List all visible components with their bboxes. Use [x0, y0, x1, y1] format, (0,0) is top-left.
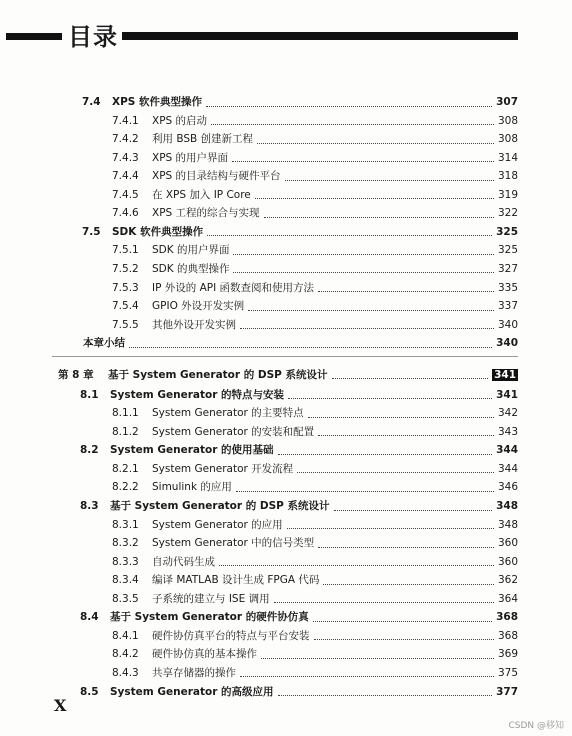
- toc-entry-title: IP 外设的 API 函数查阅和使用方法: [152, 281, 315, 294]
- toc-entry-number: 7.5.5: [112, 318, 139, 331]
- toc-entry: [112, 297, 518, 315]
- toc-entry: [112, 279, 518, 297]
- toc-entry-number: 7.4.1: [112, 114, 139, 127]
- toc-leader-dots: [207, 223, 492, 236]
- toc-entry-number: 7.5.3: [112, 281, 139, 294]
- toc-entry: [112, 627, 518, 645]
- toc-entry-page: 343: [497, 425, 518, 438]
- toc-entry-page: 341: [496, 388, 518, 401]
- toc-entry-number: 8.3.1: [112, 518, 139, 531]
- toc-entry-number: 8.3: [80, 500, 99, 512]
- toc-entry-page: 340: [497, 318, 518, 331]
- toc-leader-dots: [219, 553, 494, 566]
- toc-entry-number: 8.3.5: [112, 592, 139, 605]
- toc-entry-number: 7.4.2: [112, 133, 139, 146]
- toc-entry-number: 7.4: [82, 96, 101, 108]
- toc-leader-dots: [314, 627, 494, 640]
- chapter-page-highlight: 341: [494, 368, 516, 381]
- toc-entry-number: 8.1.1: [112, 407, 139, 420]
- toc-entry-number: 8.4.3: [112, 666, 139, 679]
- toc-leader-dots: [287, 516, 494, 529]
- toc-entry: [112, 571, 518, 589]
- toc-entry-title: 硬件协仿真平台的特点与平台安装: [152, 629, 310, 642]
- toc-entry-title: 本章小结: [83, 337, 125, 350]
- toc-entry: [82, 223, 518, 241]
- toc-leader-dots: [278, 442, 493, 455]
- toc-entry-page: 346: [497, 481, 518, 494]
- toc-entry-page: 307: [496, 96, 518, 108]
- toc-leader-dots: [318, 423, 494, 436]
- toc-entry-title: 编译 MATLAB 设计生成 FPGA 代码: [152, 574, 320, 587]
- toc-entry: [80, 497, 518, 515]
- toc-leader-dots: [240, 664, 494, 677]
- toc-entry-title: SDK 软件典型操作: [112, 225, 204, 238]
- toc-entry-title: System Generator 的特点与安装: [110, 388, 285, 401]
- toc-entry-title: 自动代码生成: [152, 555, 215, 568]
- toc-leader-dots: [264, 205, 494, 218]
- toc-entry-page: 325: [497, 244, 518, 257]
- toc-leader-dots: [297, 460, 494, 473]
- toc-entry-title: 硬件协仿真的基本操作: [152, 648, 257, 661]
- toc-header: [0, 22, 572, 52]
- toc-leader-dots: [232, 149, 494, 162]
- toc-entry-number: 7.4.6: [112, 207, 139, 220]
- toc-entry-page: 318: [497, 170, 518, 183]
- toc-entry-title: XPS 的用户界面: [152, 151, 229, 164]
- toc-entry: [112, 260, 518, 278]
- toc-entry-page: 325: [496, 225, 518, 238]
- toc-entry: [112, 112, 518, 130]
- toc-leader-dots: [236, 479, 494, 492]
- toc-entry-page: 344: [497, 462, 518, 475]
- toc-leader-dots: [255, 186, 494, 199]
- toc-entry: [112, 149, 518, 167]
- toc-entry: [112, 534, 518, 552]
- toc-entry-title: 在 XPS 加入 IP Core: [152, 188, 251, 201]
- toc-entry: [112, 664, 518, 682]
- toc-entry-title: 基于 System Generator 的 DSP 系统设计: [108, 368, 328, 381]
- toc-entry: [112, 404, 518, 422]
- toc-entry-title: SDK 的典型操作: [152, 262, 230, 275]
- toc-entry: [112, 204, 518, 222]
- toc-entry-title: System Generator 中的信号类型: [152, 537, 315, 550]
- toc-leader-dots: [274, 590, 494, 603]
- toc-entry-page: 369: [497, 648, 518, 661]
- toc-entry-page: 308: [497, 114, 518, 127]
- toc-leader-dots: [233, 242, 493, 255]
- toc-entry-title: XPS 软件典型操作: [112, 96, 203, 108]
- toc-entry-page: 368: [497, 629, 518, 642]
- toc-leader-dots: [323, 572, 494, 585]
- toc-entry-number: 8.2.2: [112, 481, 139, 494]
- toc-entry: [82, 93, 518, 111]
- toc-entry-page: [492, 366, 518, 384]
- toc-entry-title: System Generator 的高级应用: [110, 685, 274, 698]
- toc-entry-number: 7.5.2: [112, 262, 139, 275]
- toc-entry-number: 8.1: [80, 388, 99, 401]
- toc-entry-title: XPS 的目录结构与硬件平台: [152, 170, 281, 183]
- chapter-separator: [52, 356, 518, 357]
- toc-leader-dots: [211, 112, 494, 125]
- toc-leader-dots: [248, 298, 494, 311]
- toc-entry: [112, 590, 518, 608]
- toc-entry-page: 362: [497, 574, 518, 587]
- toc-entry: [80, 608, 518, 626]
- toc-entry-number: 8.3.2: [112, 537, 139, 550]
- toc-entry-title: 基于 System Generator 的 DSP 系统设计: [110, 500, 330, 512]
- toc-leader-dots: [308, 405, 494, 418]
- toc-entry-number: 8.5: [80, 685, 99, 698]
- toc-entry-page: 337: [497, 300, 518, 313]
- toc-entry-number: 7.5.1: [112, 244, 139, 257]
- toc-entry-number: 8.3.3: [112, 555, 139, 568]
- toc-entry-title: System Generator 的使用基础: [110, 444, 274, 457]
- toc-leader-dots: [233, 260, 493, 273]
- toc-entry-number: 8.2: [80, 444, 99, 457]
- toc-entry: [80, 683, 518, 701]
- toc-entry-number: 7.4.4: [112, 170, 139, 183]
- toc-entry-number: 7.5: [82, 225, 101, 238]
- toc-entry-page: 322: [497, 207, 518, 220]
- toc-entry-title: 子系统的建立与 ISE 调用: [152, 592, 270, 605]
- toc-entry: [83, 334, 518, 352]
- toc-leader-dots: [206, 94, 492, 107]
- toc-leader-dots: [261, 646, 494, 659]
- watermark: CSDN @移知: [508, 721, 564, 731]
- toc-leader-dots: [278, 683, 493, 696]
- toc-entry-title: System Generator 的安装和配置: [152, 425, 315, 438]
- toc-entry-title: GPIO 外设开发实例: [152, 300, 245, 313]
- toc-entry-page: 342: [497, 407, 518, 420]
- toc-entry: [112, 460, 518, 478]
- toc-entry-page: 348: [496, 500, 518, 512]
- toc-leader-dots: [332, 366, 489, 379]
- toc-entry-page: 360: [497, 555, 518, 568]
- toc-entry-number: 8.4: [80, 611, 99, 624]
- toc-entry-page: 327: [497, 262, 518, 275]
- toc-entry: [112, 478, 518, 496]
- toc-entry-title: 其他外设开发实例: [152, 318, 236, 331]
- toc-entry-page: 340: [496, 337, 518, 350]
- toc-entry-title: SDK 的用户界面: [152, 244, 230, 257]
- toc-entry-title: System Generator 开发流程: [152, 462, 294, 475]
- toc-entry-page: 348: [497, 518, 518, 531]
- toc-entry-title: XPS 的启动: [152, 114, 208, 127]
- toc-leader-dots: [129, 335, 492, 348]
- toc-entry-page: 360: [497, 537, 518, 550]
- toc-entry-number: 8.3.4: [112, 574, 139, 587]
- toc-leader-dots: [257, 131, 494, 144]
- toc-entry-number: 7.4.5: [112, 188, 139, 201]
- toc-entry-title: System Generator 的应用: [152, 518, 283, 531]
- toc-entry: [80, 386, 518, 404]
- toc-entry-page: 364: [497, 592, 518, 605]
- toc-entry-page: 308: [497, 133, 518, 146]
- toc-entry-number: 8.4.2: [112, 648, 139, 661]
- toc-entry: [112, 316, 518, 334]
- page-number-roman: X: [54, 696, 67, 715]
- toc-entry-number: 8.4.1: [112, 629, 139, 642]
- toc-entry: [112, 130, 518, 148]
- toc-entry: [112, 186, 518, 204]
- header-bar-right: [122, 32, 518, 40]
- toc-leader-dots: [240, 316, 494, 329]
- toc-entry-number: 第 8 章: [58, 368, 94, 381]
- toc-entry-page: 319: [497, 188, 518, 201]
- toc-entry-page: 377: [496, 685, 518, 698]
- toc-entry-page: 375: [497, 666, 518, 679]
- toc-entry: [80, 441, 518, 459]
- toc-entry: [112, 645, 518, 663]
- toc-entry-page: 344: [496, 444, 518, 457]
- toc-entry: [58, 366, 518, 384]
- toc-entry: [112, 167, 518, 185]
- toc-entry: [112, 241, 518, 259]
- toc-entry-title: 利用 BSB 创建新工程: [152, 133, 254, 146]
- toc-leader-dots: [288, 386, 492, 399]
- toc-entry-title: 共享存储器的操作: [152, 666, 236, 679]
- toc-leader-dots: [334, 498, 493, 511]
- toc-entry: [112, 516, 518, 534]
- toc-entry-page: 335: [497, 281, 518, 294]
- toc-entry-number: 8.2.1: [112, 462, 139, 475]
- toc-entry-title: System Generator 的主要特点: [152, 407, 304, 420]
- toc-entry-page: 368: [496, 611, 518, 624]
- toc-entry-number: 8.1.2: [112, 425, 139, 438]
- toc-entry-title: 基于 System Generator 的硬件协仿真: [110, 611, 309, 624]
- toc-leader-dots: [318, 535, 494, 548]
- header-bar-left: [6, 33, 62, 40]
- toc-entry: [112, 553, 518, 571]
- toc-entry: [112, 423, 518, 441]
- toc-entry-title: XPS 工程的综合与实现: [152, 207, 260, 220]
- toc-leader-dots: [318, 279, 494, 292]
- toc-entry-page: 314: [497, 151, 518, 164]
- toc-leader-dots: [313, 609, 492, 622]
- toc-entry-title: Simulink 的应用: [152, 481, 232, 494]
- toc-leader-dots: [285, 168, 494, 181]
- toc-entry-number: 7.4.3: [112, 151, 139, 164]
- toc-entry-number: 7.5.4: [112, 300, 139, 313]
- page-title: 目录: [68, 23, 118, 51]
